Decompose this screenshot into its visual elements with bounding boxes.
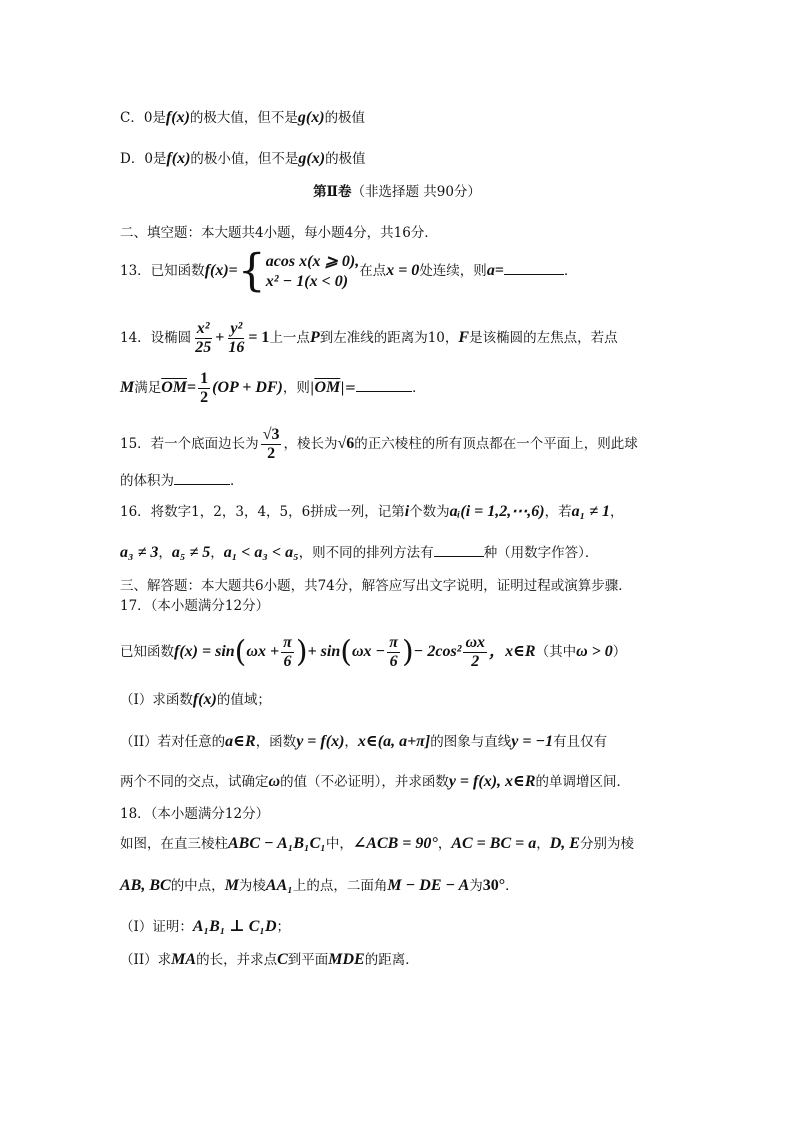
question-18-line2: AB, BC的中点，M为棱AA₁上的点，二面角M − DE − A为30°． xyxy=(120,877,519,894)
answer-blank-14[interactable] xyxy=(356,377,412,392)
part3-heading: 三、解答题：本大题共6小题，共74分，解答应写出文字说明，证明过程或演算步骤． xyxy=(120,578,632,594)
question-18-line1: 如图，在直三棱柱ABC − A₁B₁C₁中，∠ACB = 90°，AC = BC = a，D, E分别为棱 xyxy=(120,835,634,852)
answer-blank-16[interactable] xyxy=(434,542,484,557)
section-title: 第Ⅱ卷（非选择题 共90分） xyxy=(313,184,481,200)
question-18-part1: （I）证明：A₁B₁ ⊥ C₁D； xyxy=(120,918,291,935)
question-14-line1: 14．设椭圆 $\frac{\text{x²}}{25}$ + $\frac{\text{y²}}{16}$ = 1上一点P到左准线的距离为10，F是该椭圆的左焦点，若点 xyxy=(120,320,618,356)
question-17-function: 已知函数f(x) = sin(ωx + $\frac{\pi}{6}$ )+ sin(ωx − $\frac{\pi}{6}$ )− 2cos² $\frac{\omega x}{2}$ ，x∈R（其中ω > 0） xyxy=(120,634,627,670)
question-14-line2: M满足$\overline{OM}=$ $\frac{1}{2}$ (OP + DF)，则$|\overline{OM}|=$ ． xyxy=(120,370,426,406)
option-c: C．0是f(x)的极大值，但不是g(x)的极值 xyxy=(120,109,366,126)
question-18-part2: （II）求MA的长，并求点C到平面MDE的距离． xyxy=(120,951,419,968)
answer-blank-13[interactable] xyxy=(504,260,564,275)
question-16-line1: 16．将数字1，2，3，4，5，6拼成一列，记第i个数为aᵢ(i = 1,2,⋯,6)，若a₁ ≠ 1， xyxy=(120,503,624,520)
question-17-heading: 17．（本小题满分12分） xyxy=(120,598,270,614)
part2-heading: 二、填空题：本大题共4小题，每小题4分，共16分． xyxy=(120,225,438,241)
question-16-line2: a₃ ≠ 3，a₅ ≠ 5，a₁ < a₃ < a₅，则不同的排列方法有 种（用数字作答）． xyxy=(120,544,599,561)
question-18-heading: 18．（本小题满分12分） xyxy=(120,806,270,822)
question-17-part2-line1: （II）若对任意的a∈R，函数y = f(x)，x∈(a, a+π]的图象与直线y = −1有且仅有 xyxy=(120,733,608,750)
question-13: 13．已知函数f(x)={ acos x(x ⩾ 0), x² − 1(x < 0) 在点x = 0处连续，则a= ． xyxy=(120,245,578,297)
question-17-part1: （I）求函数f(x)的值域； xyxy=(120,691,271,708)
answer-blank-15[interactable] xyxy=(174,470,230,485)
option-d: D．0是f(x)的极小值，但不是g(x)的极值 xyxy=(120,150,366,167)
question-15-line1: 15．若一个底面边长为 $\frac{√3}{2}$ ，棱长为√6的正六棱柱的所有顶点都在一个平面上，则此球 xyxy=(120,426,638,462)
question-15-line2: 的体积为 ． xyxy=(120,470,244,491)
question-17-part2-line2: 两个不同的交点，试确定ω的值（不必证明），并求函数y = f(x), x∈R的单调增区间． xyxy=(120,773,631,790)
